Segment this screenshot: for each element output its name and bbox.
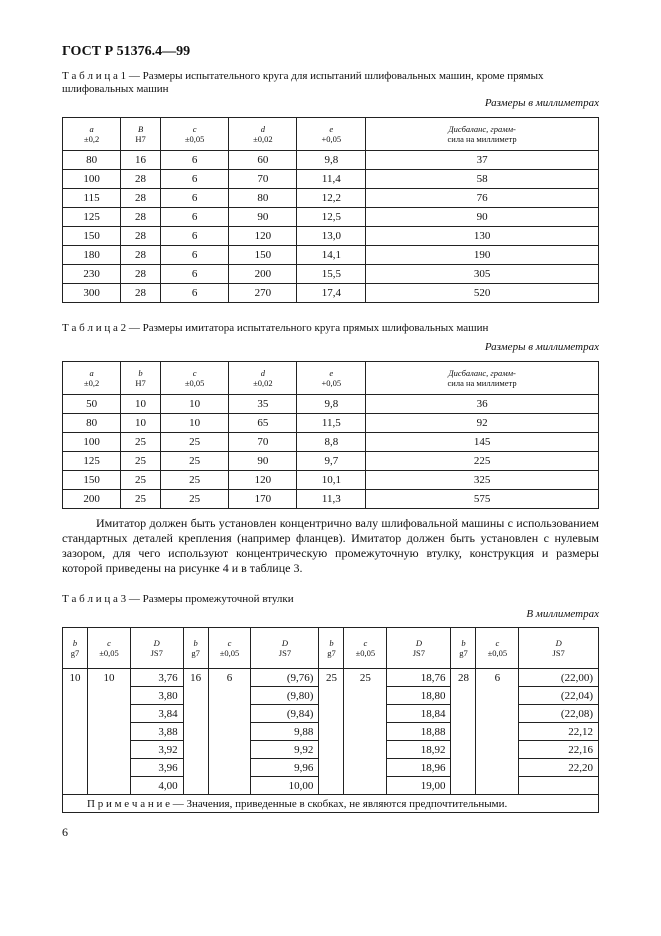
- table-row: [63, 490, 599, 509]
- table-cell: 125: [63, 208, 121, 227]
- cell-d: 22,20: [519, 759, 599, 777]
- table-cell: 520: [366, 284, 599, 303]
- table-row: [63, 151, 599, 170]
- column-header: [63, 362, 121, 395]
- table-cell: 28: [121, 227, 161, 246]
- table-cell: 37: [366, 151, 599, 170]
- cell-d: 10,00: [251, 777, 319, 795]
- table-cell: 300: [63, 284, 121, 303]
- header-symbol: c: [107, 638, 111, 648]
- cell-c: 10: [88, 669, 131, 795]
- table-cell: 80: [63, 414, 121, 433]
- table-cell: 6: [160, 246, 228, 265]
- cell-d: 3,76: [130, 669, 183, 687]
- table-cell: 8,8: [297, 433, 366, 452]
- column-header: [121, 362, 161, 395]
- table3-units: В миллиметрах: [526, 608, 599, 620]
- cell-d: 18,84: [387, 705, 451, 723]
- table-cell: 11,4: [297, 170, 366, 189]
- cell-d: (9,80): [251, 687, 319, 705]
- header-symbol: c: [227, 638, 232, 648]
- column-header: [183, 628, 208, 669]
- header-tolerance: ±0,05: [219, 648, 240, 658]
- header-symbol: a: [89, 124, 94, 134]
- cell-d: 18,88: [387, 723, 451, 741]
- cell-d: (22,00): [519, 669, 599, 687]
- table2-units: Размеры в миллиметрах: [484, 341, 599, 353]
- table-cell: 270: [229, 284, 297, 303]
- header-symbol: B: [137, 124, 144, 134]
- cell-d: (22,04): [519, 687, 599, 705]
- table-cell: 150: [229, 246, 297, 265]
- cell-c: 6: [476, 669, 519, 795]
- table-cell: 10: [160, 395, 228, 414]
- cell-c: 6: [208, 669, 251, 795]
- note-row: [63, 795, 599, 813]
- cell-b: 16: [183, 669, 208, 795]
- table-cell: 25: [121, 471, 161, 490]
- table-cell: 28: [121, 208, 161, 227]
- table-cell: 28: [121, 265, 161, 284]
- table-cell: 120: [229, 227, 297, 246]
- cell-d: 3,88: [130, 723, 183, 741]
- header-symbol: c: [192, 368, 197, 378]
- table-row: [63, 669, 599, 687]
- table-row: [63, 189, 599, 208]
- table-cell: 230: [63, 265, 121, 284]
- table-cell: 92: [366, 414, 599, 433]
- table-cell: 11,3: [297, 490, 366, 509]
- table-row: [63, 395, 599, 414]
- column-header: [160, 118, 228, 151]
- table-row: [63, 284, 599, 303]
- column-header: [387, 628, 451, 669]
- cell-d: 3,96: [130, 759, 183, 777]
- column-header: [366, 362, 599, 395]
- table-row: [63, 452, 599, 471]
- header-symbol: b: [461, 638, 466, 648]
- header-tolerance: ±0,2: [83, 378, 100, 388]
- table-cell: 9,7: [297, 452, 366, 471]
- cell-d: 18,80: [387, 687, 451, 705]
- table-cell: 70: [229, 433, 297, 452]
- table-row: [63, 170, 599, 189]
- table1-caption: Т а б л и ц а 1 — Размеры испытательного круга для испытаний шлифовальных машин, кроме прямых шлифовальных машин: [62, 70, 544, 95]
- table-cell: 14,1: [297, 246, 366, 265]
- table-cell: 25: [160, 490, 228, 509]
- table2-caption: Т а б л и ц а 2 — Размеры имитатора испытательного круга прямых шлифовальных машин: [62, 322, 489, 334]
- table-cell: 65: [229, 414, 297, 433]
- table-cell: 6: [160, 151, 228, 170]
- header-tolerance: g7: [191, 648, 200, 658]
- header-tolerance: Н7: [135, 378, 146, 388]
- table-row: [63, 414, 599, 433]
- table-cell: 575: [366, 490, 599, 509]
- cell-b: 25: [319, 669, 344, 795]
- cell-d: 4,00: [130, 777, 183, 795]
- cell-d: 9,88: [251, 723, 319, 741]
- cell-d: 3,84: [130, 705, 183, 723]
- table-row: [63, 227, 599, 246]
- table-cell: 10: [121, 414, 161, 433]
- table-cell: 80: [63, 151, 121, 170]
- header-symbol: b: [138, 368, 143, 378]
- table-cell: 200: [229, 265, 297, 284]
- header-symbol: e: [329, 368, 334, 378]
- column-header: [251, 628, 319, 669]
- table-cell: 25: [121, 433, 161, 452]
- header-symbol: D: [555, 638, 562, 648]
- cell-d: [519, 777, 599, 795]
- table-cell: 12,5: [297, 208, 366, 227]
- table-row: [63, 208, 599, 227]
- table3-caption: Т а б л и ц а 3 — Размеры промежуточной втулки: [62, 593, 294, 605]
- header-tolerance: ±0,02: [253, 134, 273, 144]
- table-cell: 6: [160, 189, 228, 208]
- table-cell: 25: [160, 433, 228, 452]
- column-header: [160, 362, 228, 395]
- table-cell: 25: [160, 471, 228, 490]
- cell-d: 3,80: [130, 687, 183, 705]
- table-cell: 200: [63, 490, 121, 509]
- table-cell: 25: [160, 452, 228, 471]
- header-tolerance: ±0,05: [99, 648, 119, 658]
- header-symbol: b: [329, 638, 334, 648]
- header-tolerance: сила на миллиметр: [447, 134, 517, 144]
- table-cell: 28: [121, 189, 161, 208]
- header-symbol: d: [260, 124, 265, 134]
- header-tolerance: g7: [70, 648, 80, 658]
- table-cell: 9,8: [297, 395, 366, 414]
- table-row: [63, 265, 599, 284]
- header-tolerance: JS7: [150, 648, 163, 658]
- header-symbol: b: [72, 638, 78, 648]
- table-cell: 325: [366, 471, 599, 490]
- table-row: [63, 471, 599, 490]
- column-header: [63, 628, 88, 669]
- table-row: [63, 433, 599, 452]
- header-tolerance: сила на миллиметр: [447, 378, 517, 388]
- table-cell: 145: [366, 433, 599, 452]
- header-tolerance: g7: [327, 648, 336, 658]
- table-cell: 190: [366, 246, 599, 265]
- table2: [62, 361, 599, 509]
- page-number: 6: [62, 825, 68, 839]
- column-header: [297, 118, 366, 151]
- table-cell: 10: [160, 414, 228, 433]
- column-header: [476, 628, 519, 669]
- table-cell: 170: [229, 490, 297, 509]
- table-cell: 115: [63, 189, 121, 208]
- cell-b: 28: [451, 669, 476, 795]
- cell-d: 18,76: [387, 669, 451, 687]
- cell-d: (9,76): [251, 669, 319, 687]
- header-symbol: Дисбаланс, грамм-: [448, 368, 516, 378]
- table-cell: 305: [366, 265, 599, 284]
- header-tolerance: ±0,2: [83, 134, 100, 144]
- table-cell: 17,4: [297, 284, 366, 303]
- cell-d: 9,96: [251, 759, 319, 777]
- table-cell: 13,0: [297, 227, 366, 246]
- header-symbol: e: [329, 124, 334, 134]
- table-cell: 90: [229, 208, 297, 227]
- header-symbol: b: [193, 638, 198, 648]
- cell-d: (22,08): [519, 705, 599, 723]
- table-cell: 10,1: [297, 471, 366, 490]
- table-cell: 180: [63, 246, 121, 265]
- column-header: [229, 362, 297, 395]
- header-symbol: Дисбаланс, грамм-: [448, 124, 516, 134]
- document-header: ГОСТ Р 51376.4—99: [62, 44, 191, 59]
- body-paragraph: Имитатор должен быть установлен концентрично валу шлифовальной машины с использованием стандартных деталей крепления (например фланцев). Имитатор должен быть установлен с нулевым зазором, для чего используют концентрическую промежуточную втулку, конструкция и размеры которой приведены на рисунке 4 и в таблице 3.: [62, 516, 599, 575]
- table-cell: 6: [160, 170, 228, 189]
- table-cell: 80: [229, 189, 297, 208]
- cell-d: 3,92: [130, 741, 183, 759]
- table-cell: 225: [366, 452, 599, 471]
- table-cell: 60: [229, 151, 297, 170]
- table3: [62, 627, 599, 813]
- column-header: [121, 118, 161, 151]
- header-tolerance: +0,05: [321, 134, 342, 144]
- table-cell: 6: [160, 284, 228, 303]
- cell-d: 9,92: [251, 741, 319, 759]
- table-cell: 150: [63, 471, 121, 490]
- table-cell: 28: [121, 246, 161, 265]
- table-cell: 15,5: [297, 265, 366, 284]
- header-symbol: a: [89, 368, 94, 378]
- header-symbol: D: [415, 638, 422, 648]
- header-tolerance: ±0,05: [184, 134, 205, 144]
- table-cell: 16: [121, 151, 161, 170]
- table-cell: 100: [63, 170, 121, 189]
- table1: [62, 117, 599, 303]
- table-cell: 9,8: [297, 151, 366, 170]
- cell-d: (9,84): [251, 705, 319, 723]
- cell-d: 18,92: [387, 741, 451, 759]
- cell-d: 22,16: [519, 741, 599, 759]
- column-header: [229, 118, 297, 151]
- column-header: [451, 628, 476, 669]
- table-note: П р и м е ч а н и е — Значения, приведенные в скобках, не являются предпочтительными.: [63, 795, 599, 813]
- cell-d: 19,00: [387, 777, 451, 795]
- cell-d: 22,12: [519, 723, 599, 741]
- cell-b: 10: [63, 669, 88, 795]
- table-cell: 76: [366, 189, 599, 208]
- table-cell: 35: [229, 395, 297, 414]
- table-cell: 6: [160, 208, 228, 227]
- header-tolerance: ±0,05: [184, 378, 205, 388]
- column-header: [63, 118, 121, 151]
- table-cell: 12,2: [297, 189, 366, 208]
- table-cell: 100: [63, 433, 121, 452]
- table-cell: 25: [121, 490, 161, 509]
- header-tolerance: JS7: [278, 648, 292, 658]
- table-cell: 130: [366, 227, 599, 246]
- table-cell: 90: [229, 452, 297, 471]
- table-cell: 28: [121, 170, 161, 189]
- column-header: [366, 118, 599, 151]
- header-symbol: d: [260, 368, 265, 378]
- header-tolerance: ±0,02: [253, 378, 273, 388]
- cell-d: 18,96: [387, 759, 451, 777]
- header-tolerance: ±0,05: [355, 648, 376, 658]
- column-header: [297, 362, 366, 395]
- header-tolerance: +0,05: [321, 378, 342, 388]
- table-cell: 36: [366, 395, 599, 414]
- table-cell: 70: [229, 170, 297, 189]
- table-cell: 150: [63, 227, 121, 246]
- table-cell: 6: [160, 265, 228, 284]
- table1-units: Размеры в миллиметрах: [484, 97, 599, 109]
- header-symbol: D: [281, 638, 288, 648]
- header-tolerance: JS7: [552, 648, 565, 658]
- column-header: [130, 628, 183, 669]
- cell-c: 25: [344, 669, 387, 795]
- header-tolerance: g7: [459, 648, 468, 658]
- table-cell: 125: [63, 452, 121, 471]
- header-symbol: c: [192, 124, 197, 134]
- header-symbol: D: [153, 638, 160, 648]
- header-tolerance: ±0,05: [487, 648, 508, 658]
- table-cell: 28: [121, 284, 161, 303]
- header-symbol: c: [363, 638, 368, 648]
- table-cell: 50: [63, 395, 121, 414]
- header-symbol: c: [495, 638, 500, 648]
- column-header: [88, 628, 131, 669]
- column-header: [519, 628, 599, 669]
- table-cell: 90: [366, 208, 599, 227]
- table-cell: 6: [160, 227, 228, 246]
- table-cell: 10: [121, 395, 161, 414]
- table-row: [63, 246, 599, 265]
- table-cell: 25: [121, 452, 161, 471]
- table-cell: 58: [366, 170, 599, 189]
- table-cell: 120: [229, 471, 297, 490]
- header-tolerance: Н7: [135, 134, 146, 144]
- table-cell: 11,5: [297, 414, 366, 433]
- column-header: [208, 628, 251, 669]
- column-header: [319, 628, 344, 669]
- column-header: [344, 628, 387, 669]
- header-tolerance: JS7: [412, 648, 426, 658]
